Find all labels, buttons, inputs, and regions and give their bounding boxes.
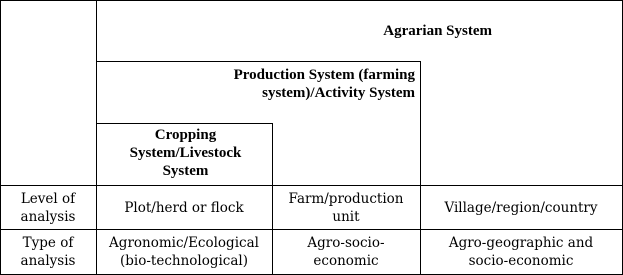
cell-level-production: Farm/production unit	[288, 191, 404, 225]
header-cropping-system: Cropping System/Livestock System	[129, 127, 242, 179]
table-border-left	[0, 0, 1, 275]
cell-level-agrarian: Village/region/country	[444, 200, 598, 216]
divider-label-column	[96, 0, 97, 275]
table-border-top	[0, 0, 623, 1]
divider-production-top	[96, 61, 420, 62]
divider-cropping-column	[272, 123, 273, 275]
row-label-type: Type of analysis	[20, 235, 76, 269]
divider-row-level	[0, 229, 623, 230]
header-production-system: Production System (farming system)/Activity System	[233, 67, 415, 101]
header-agrarian-system: Agrarian System	[383, 23, 492, 39]
cell-type-agrarian: Agro-geographic and socio-economic	[448, 235, 594, 269]
row-label-level: Level of analysis	[20, 191, 76, 225]
cell-type-production: Agro-socio-economic	[307, 235, 385, 269]
cell-level-cropping: Plot/herd or flock	[124, 200, 244, 216]
divider-production-column	[420, 61, 421, 275]
divider-header-bottom	[0, 185, 623, 186]
divider-cropping-top	[96, 123, 272, 124]
cell-type-cropping: Agronomic/Ecological (bio-technological)	[109, 235, 259, 269]
